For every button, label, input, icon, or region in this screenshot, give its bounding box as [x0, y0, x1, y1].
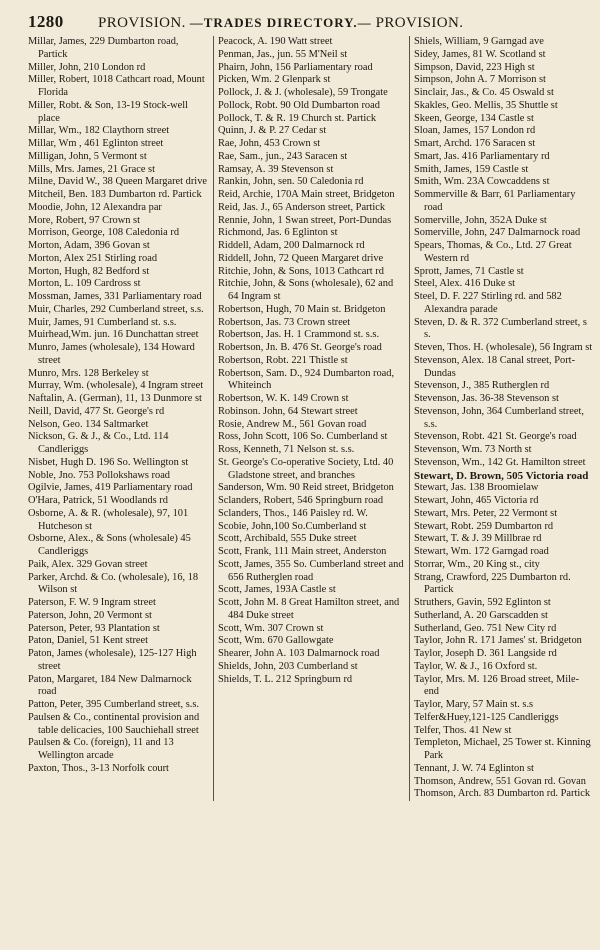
directory-entry: Stevenson, Wm. 73 North st	[414, 444, 532, 455]
directory-entry: Paton, James (wholesale), 125-127 High street	[28, 648, 197, 672]
directory-entry: More, Robert, 97 Crown st	[28, 214, 140, 226]
directory-entry: Reid, Jas. J., 65 Anderson street, Partick	[218, 201, 386, 213]
directory-title: TRADES DIRECTORY.	[203, 15, 358, 30]
directory-entry: Scott, James, 355 So. Cumberland street and 656 Rutherglen road	[218, 558, 404, 583]
directory-entry: Nickson, G. & J., & Co., Ltd. 114 Candleriggs	[28, 431, 169, 455]
directory-entry: Steven, D. & R. 372 Cumberland street, s s.	[414, 316, 587, 341]
directory-entry: Paxton, Thos., 3-13 Norfolk court	[28, 762, 169, 774]
directory-entry: Stevenson, Robt. 421 St. George's road	[414, 431, 577, 443]
directory-entry: Rosie, Andrew M., 561 Govan road	[218, 418, 367, 430]
directory-entry: Munro, Mrs. 128 Berkeley st	[28, 367, 149, 379]
directory-entry: Sanderson, Wm. 90 Reid street, Bridgeton	[218, 482, 394, 494]
column-middle	[218, 36, 410, 801]
directory-entry: Muirhead,Wm. jun. 16 Dunchattan street	[28, 329, 199, 341]
directory-entry: Scott, John M. 8 Great Hamilton street, and 484 Duke street	[218, 597, 400, 621]
directory-entry: Miller, Robt. & Son, 13-19 Stock-well place	[28, 99, 189, 124]
directory-entry: Sinclair, Jas., & Co. 45 Oswald st	[414, 87, 554, 98]
directory-entry: Stewart, Robt. 259 Dumbarton rd	[414, 520, 554, 532]
directory-entry: Shields, John, 203 Cumberland st	[218, 660, 358, 672]
directory-entry: Nelson, Geo. 134 Saltmarket	[28, 418, 149, 430]
directory-entry: Rae, John, 453 Crown st	[218, 138, 321, 149]
directory-entry: Robertson, Jas. 73 Crown street	[218, 316, 351, 328]
directory-entry: Parker, Archd. & Co. (wholesale), 16, 18 Wilson st	[28, 571, 199, 596]
directory-entry: Mills, Mrs. James, 21 Grace st	[28, 163, 155, 175]
directory-entry: Sutherland, A. 20 Garscadden st	[414, 609, 548, 621]
directory-entry: Sloan, James, 157 London rd	[414, 125, 536, 137]
directory-entry: Telfer&Huey,121-125 Candleriggs	[414, 711, 559, 723]
directory-entry: Simpson, David, 223 High st	[414, 61, 535, 73]
directory-entry: Richmond, Jas. 6 Eglinton st	[218, 227, 338, 239]
directory-entry: Pollock, Robt. 90 Old Dumbarton road	[218, 99, 380, 111]
directory-entry: Paterson, John, 20 Vermont st	[28, 609, 152, 621]
directory-entry: Taylor, Mary, 57 Main st. s.s	[414, 699, 534, 710]
header-section-right: PROVISION.	[375, 15, 464, 31]
directory-entry: Thomson, Arch. 83 Dumbarton rd. Partick	[414, 788, 591, 800]
directory-entry: Scott, Wm. 670 Gallowgate	[218, 635, 334, 647]
directory-entry: Osborne, A. & R. (wholesale), 97, 101 Hutcheson st	[28, 507, 189, 532]
directory-entry: Shields, T. L. 212 Springburn rd	[218, 673, 353, 685]
directory-entry: Milligan, John, 5 Vermont st	[28, 150, 147, 162]
directory-entry: Paik, Alex. 329 Govan street	[28, 558, 148, 570]
directory-entry: Paulsen & Co. (foreign), 11 and 13 Wellington arcade	[28, 737, 174, 761]
directory-entry: Mossman, James, 331 Parliamentary road	[28, 291, 202, 302]
directory-entry: Sidey, James, 81 W. Scotland st	[414, 48, 546, 60]
header-section-left: PROVISION.	[98, 15, 186, 31]
directory-entry: Murray, Wm. (wholesale), 4 Ingram street	[28, 380, 204, 392]
directory-entry: Strang, Crawford, 225 Dumbarton rd. Partick	[414, 571, 571, 596]
directory-entry: Skakles, Geo. Mellis, 35 Shuttle st	[414, 99, 558, 111]
directory-entry: Millar, Wm , 461 Eglinton street	[28, 138, 164, 149]
directory-entry: Storrar, Wm., 20 King st., city	[414, 558, 540, 570]
directory-entry: Robertson, W. K. 149 Crown st	[218, 393, 349, 404]
directory-entry: Tennant, J. W. 74 Eglinton st	[414, 762, 534, 774]
directory-entry: Robertson, Sam. D., 924 Dumbarton road, Whiteinch	[218, 367, 395, 392]
directory-entry: Robertson, Jn. B. 476 St. George's road	[218, 342, 382, 353]
directory-entry: Ritchie, John, & Sons (wholesale), 62 and 64 Ingram st	[218, 278, 394, 302]
directory-entry: Paton, Margaret, 184 New Dalmarnock road	[28, 673, 192, 698]
directory-entry: Ross, Kenneth, 71 Nelson st. s.s.	[218, 444, 355, 455]
directory-entry: Taylor, Joseph D. 361 Langside rd	[414, 648, 557, 659]
directory-entry: Scott, Archibald, 555 Duke street	[218, 533, 357, 545]
directory-entry: Pollock, T. & R. 19 Church st. Partick	[218, 112, 377, 124]
directory-entry: Robinson. John, 64 Stewart street	[218, 405, 358, 417]
directory-entry: Millar, Wm., 182 Claythorn street	[28, 125, 170, 137]
directory-entry: Templeton, Michael, 25 Tower st. Kinning Park	[414, 737, 591, 761]
directory-entry: Paterson, Peter, 93 Plantation st	[28, 622, 160, 634]
directory-entry: Stewart, Wm. 172 Garngad road	[414, 546, 549, 557]
directory-entry: Sclanders, Robert, 546 Springburn road	[218, 495, 384, 506]
directory-entry: Nisbet, Hugh D. 196 So. Wellington st	[28, 456, 189, 468]
directory-entry: Stewart, D. Brown, 505 Victoria road	[414, 469, 589, 482]
directory-entry: Robertson, Jas. H. 1 Crammond st. s.s.	[218, 329, 380, 341]
directory-entry: Morton, Adam, 396 Govan st	[28, 240, 150, 251]
directory-entry: Robertson, Robt. 221 Thistle st	[218, 354, 348, 366]
directory-entry: Taylor, W. & J., 16 Oxford st.	[414, 660, 538, 672]
directory-entry: Stevenson, John, 364 Cumberland street, s.s.	[414, 405, 584, 430]
directory-entry: Shearer, John A. 103 Dalmarnock road	[218, 648, 380, 659]
directory-entry: Stewart, Jas. 138 Broomielaw	[414, 482, 539, 494]
directory-entry: Smart, Archd. 176 Saracen st	[414, 138, 536, 149]
directory-entry: Stevenson, Alex. 18 Canal street, Port-Dundas	[414, 354, 576, 379]
directory-entry: Morton, L. 109 Cardross st	[28, 278, 141, 290]
directory-entry: Steel, Alex. 416 Duke st	[414, 278, 516, 290]
directory-entry: Thomson, Andrew, 551 Govan rd. Govan	[414, 775, 586, 787]
directory-entry: Scobie, John,100 So.Cumberland st	[218, 520, 367, 532]
directory-entry: Peacock, A. 190 Watt street	[218, 36, 333, 47]
header-title: —TRADES DIRECTORY.—	[189, 15, 372, 30]
directory-entry: Penman, Jas., jun. 55 M'Neil st	[218, 48, 348, 60]
directory-entry: Moodie, John, 12 Alexandra par	[28, 201, 162, 213]
page-number: 1280	[28, 12, 64, 31]
directory-entry: Miller, John, 210 London rd	[28, 61, 146, 73]
directory-entry: Spears, Thomas, & Co., Ltd. 27 Great Western rd	[414, 240, 572, 264]
directory-entry: Stevenson, Wm., 142 Gt. Hamilton street	[414, 456, 586, 468]
directory-entry: Ross, John Scott, 106 So. Cumberland st	[218, 431, 388, 443]
directory-entry: Somerville, John, 247 Dalmarnock road	[414, 227, 581, 239]
directory-entry: Osborne, Alex., & Sons (wholesale) 45 Candleriggs	[28, 533, 191, 557]
directory-entry: Simpson, John A. 7 Morrison st	[414, 74, 546, 86]
directory-entry: Rae, Sam., jun., 243 Saracen st	[218, 150, 348, 162]
directory-entry: Somerville, John, 352A Duke st	[414, 214, 547, 226]
directory-entry: Quinn, J. & P. 27 Cedar st	[218, 125, 327, 137]
directory-entry: Neill, David, 477 St. George's rd	[28, 405, 165, 417]
directory-entry: Noble, Jno. 753 Pollokshaws road	[28, 469, 170, 481]
directory-entry: Sutherland, Geo. 751 New City rd	[414, 622, 557, 634]
directory-entry: Taylor, John R. 171 James' st. Bridgeton	[414, 635, 582, 647]
directory-entry: Skeen, George, 134 Castle st	[414, 112, 534, 124]
directory-entry: Riddell, John, 72 Queen Margaret drive	[218, 252, 384, 264]
directory-entry: Muir, Charles, 292 Cumberland street, s.s.	[28, 303, 204, 315]
directory-entry: Sommerville & Barr, 61 Parliamentary road	[414, 189, 576, 213]
directory-columns	[28, 36, 593, 801]
directory-entry: Stewart, Mrs. Peter, 22 Vermont st	[414, 507, 558, 519]
directory-entry: Sclanders, Thos., 146 Paisley rd. W.	[218, 507, 368, 519]
directory-entry: O'Hara, Patrick, 51 Woodlands rd	[28, 495, 168, 506]
directory-entry: Reid, Archie, 170A Main street, Bridgeton	[218, 189, 395, 200]
directory-entry: Paterson, F. W. 9 Ingram street	[28, 597, 156, 608]
directory-entry: Stevenson, J., 385 Rutherglen rd	[414, 380, 550, 392]
directory-entry: Paton, Daniel, 51 Kent street	[28, 635, 149, 647]
directory-entry: Phairn, John, 156 Parliamentary road	[218, 61, 373, 73]
directory-entry: St. George's Co-operative Society, Ltd. 40 Gladstone street, and branches	[218, 456, 394, 481]
directory-entry: Morrison, George, 108 Caledonia rd	[28, 227, 180, 239]
directory-entry: Morton, Hugh, 82 Bedford st	[28, 265, 150, 277]
directory-entry: Patton, Peter, 395 Cumberland street, s.s.	[28, 699, 200, 710]
directory-entry: Ogilvie, James, 419 Parliamentary road	[28, 482, 193, 494]
page-header	[28, 12, 584, 34]
directory-entry: Pollock, J. & J. (wholesale), 59 Trongate	[218, 87, 388, 98]
directory-entry: Smart, Jas. 416 Parliamentary rd	[414, 150, 550, 162]
directory-entry: Miller, Robert, 1018 Cathcart road, Mount Florida	[28, 74, 205, 98]
directory-entry: Shiels, William, 9 Garngad ave	[414, 36, 544, 47]
directory-entry: Riddell, Adam, 200 Dalmarnock rd	[218, 240, 365, 251]
directory-entry: Rennie, John, 1 Swan street, Port-Dundas	[218, 214, 392, 226]
directory-entry: Mitcheil, Ben. 183 Dumbarton rd. Partick	[28, 189, 202, 200]
directory-entry: Milne, David W., 38 Queen Margaret drive	[28, 176, 208, 188]
column-right	[414, 36, 596, 801]
directory-entry: Steel, D. F. 227 Stirling rd. and 582 Alexandra parade	[414, 291, 562, 315]
directory-entry: Smith, Wm. 23A Cowcaddens st	[414, 176, 550, 188]
directory-entry: Telfer, Thos. 41 New st	[414, 724, 512, 736]
directory-entry: Muir, James, 91 Cumberland st. s.s.	[28, 316, 177, 328]
directory-entry: Paulsen & Co., continental provision and table delicacies, 100 Sauchiehall street	[28, 711, 200, 736]
directory-entry: Rankin, John, sen. 50 Caledonia rd	[218, 176, 364, 188]
column-left	[28, 36, 214, 801]
directory-entry: Picken, Wm. 2 Glenpark st	[218, 74, 331, 86]
directory-entry: Sprott, James, 71 Castle st	[414, 265, 524, 277]
directory-entry: Stewart, T. & J. 39 Millbrae rd	[414, 533, 542, 545]
directory-entry: Scott, James, 193A Castle st	[218, 584, 336, 596]
directory-entry: Steven, Thos. H. (wholesale), 56 Ingram st	[414, 342, 593, 353]
directory-entry: Munro, James (wholesale), 134 Howard street	[28, 342, 195, 366]
directory-entry: Scott, Wm. 307 Crown st	[218, 622, 324, 634]
directory-entry: Taylor, Mrs. M. 126 Broad street, Mile-end	[414, 673, 580, 698]
directory-entry: Robertson, Hugh, 70 Main st. Bridgeton	[218, 303, 386, 315]
directory-entry: Struthers, Gavin, 592 Eglinton st	[414, 597, 551, 608]
directory-entry: Stewart, John, 465 Victoria rd	[414, 495, 539, 506]
directory-entry: Morton, Alex 251 Stirling road	[28, 252, 158, 264]
directory-entry: Stevenson, Jas. 36-38 Stevenson st	[414, 393, 559, 404]
directory-entry: Scott, Frank, 111 Main street, Anderston	[218, 546, 387, 557]
directory-entry: Smith, James, 159 Castle st	[414, 163, 529, 175]
directory-entry: Millar, James, 229 Dumbarton road, Partick	[28, 36, 179, 60]
directory-entry: Ritchie, John, & Sons, 1013 Cathcart rd	[218, 265, 384, 277]
directory-entry: Naftalin, A. (German), 11, 13 Dunmore st	[28, 393, 202, 404]
directory-entry: Ramsay, A. 39 Stevenson st	[218, 163, 334, 175]
